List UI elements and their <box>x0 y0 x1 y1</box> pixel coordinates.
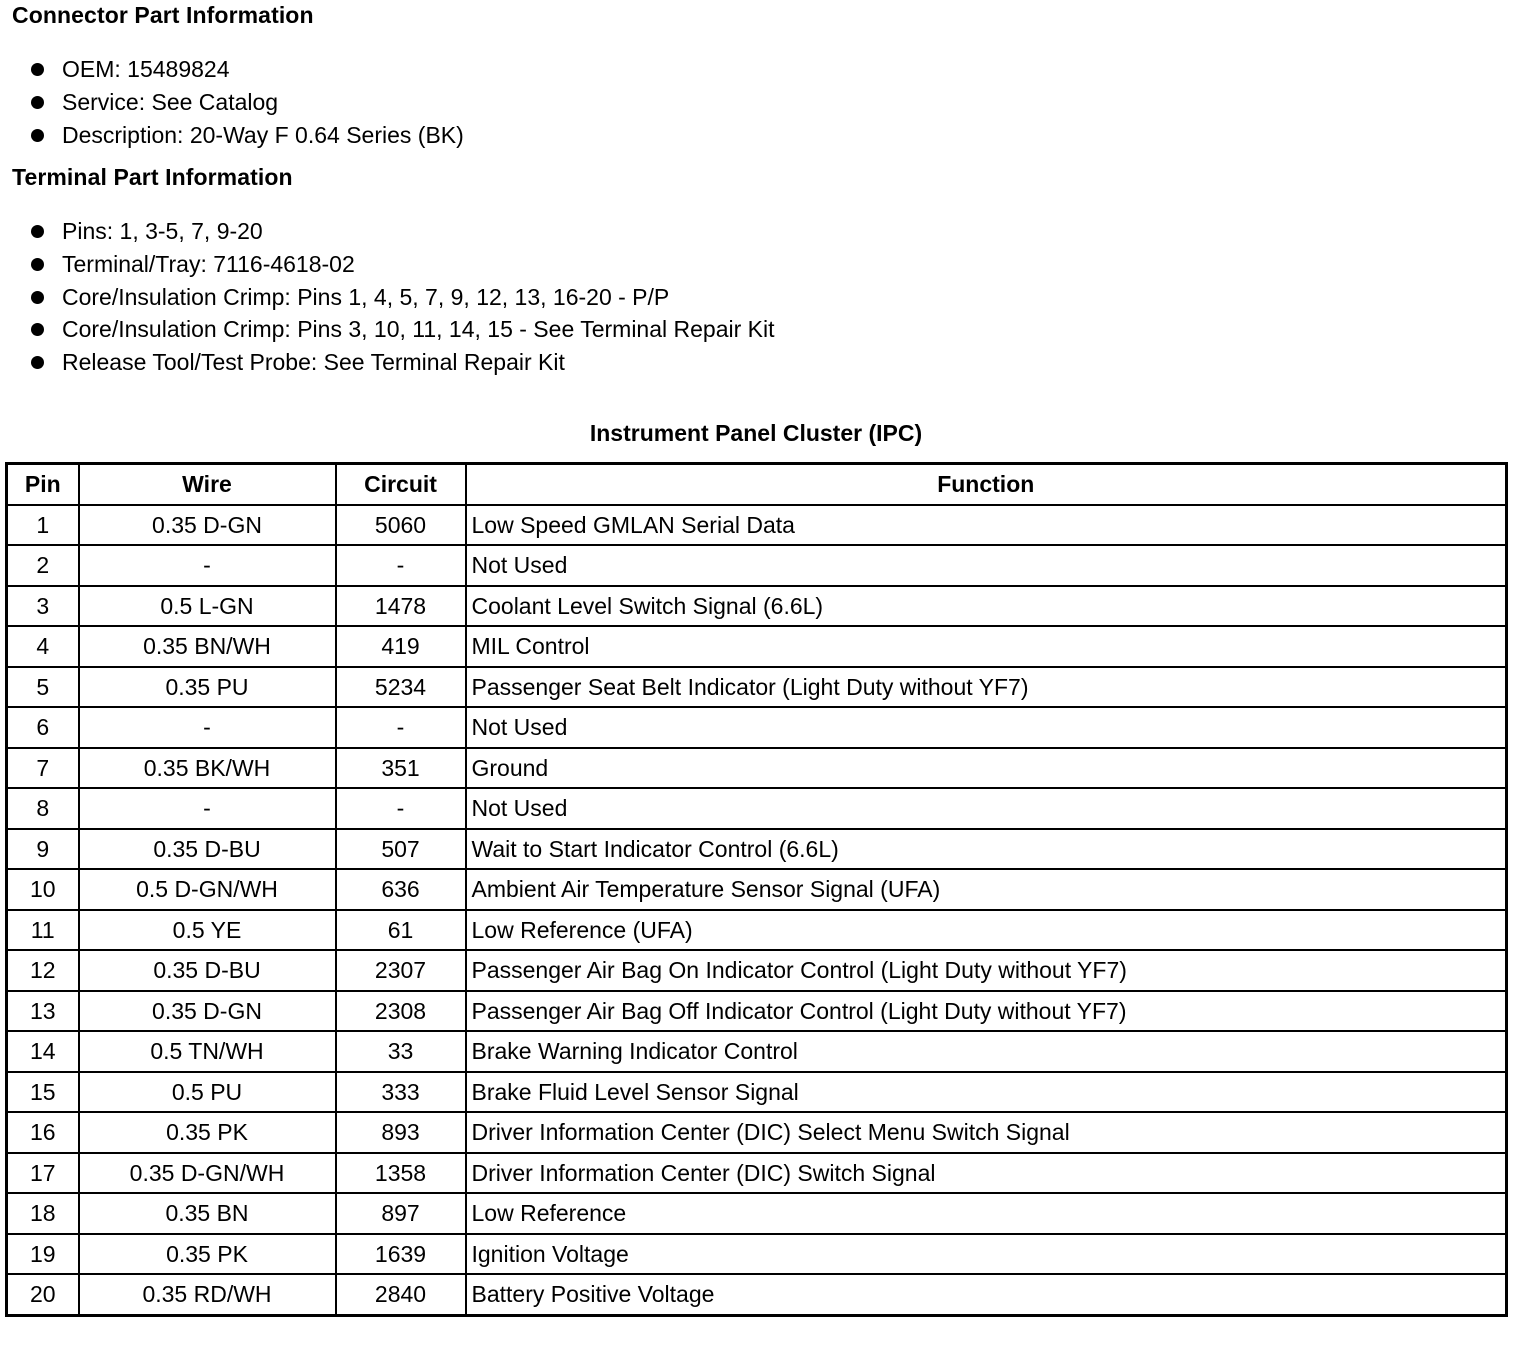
terminal-part-text: Release Tool/Test Probe: See Terminal Repair Kit <box>62 349 565 376</box>
cell-function: Brake Fluid Level Sensor Signal <box>466 1072 1507 1113</box>
cell-function: Driver Information Center (DIC) Switch Signal <box>466 1153 1507 1194</box>
cell-function: Low Reference (UFA) <box>466 910 1507 951</box>
cell-circuit: 333 <box>336 1072 466 1113</box>
table-row <box>7 1112 1507 1153</box>
table-row <box>7 545 1507 586</box>
cell-wire: 0.35 D-BU <box>79 829 336 870</box>
cell-wire: 0.5 L-GN <box>79 586 336 627</box>
cell-pin: 6 <box>7 707 79 748</box>
cell-circuit: 5234 <box>336 667 466 708</box>
cell-function: MIL Control <box>466 626 1507 667</box>
table-row <box>7 748 1507 789</box>
cell-circuit: 2307 <box>336 950 466 991</box>
cell-circuit: 351 <box>336 748 466 789</box>
table-row <box>7 707 1507 748</box>
connector-part-list <box>30 53 464 151</box>
cell-function: Not Used <box>466 788 1507 829</box>
connector-pinout-table <box>5 462 1508 1317</box>
cell-circuit: - <box>336 707 466 748</box>
column-header-circuit: Circuit <box>336 464 466 505</box>
cell-pin: 16 <box>7 1112 79 1153</box>
table-row <box>7 788 1507 829</box>
connector-part-item <box>30 119 464 152</box>
cell-wire: 0.35 BN/WH <box>79 626 336 667</box>
cell-circuit: 61 <box>336 910 466 951</box>
cell-pin: 20 <box>7 1274 79 1315</box>
cell-function: Driver Information Center (DIC) Select Menu Switch Signal <box>466 1112 1507 1153</box>
cell-pin: 9 <box>7 829 79 870</box>
table-row <box>7 829 1507 870</box>
column-header-function: Function <box>466 464 1507 505</box>
cell-function: Ambient Air Temperature Sensor Signal (UFA) <box>466 869 1507 910</box>
bullet-icon <box>31 356 44 369</box>
table-row <box>7 1031 1507 1072</box>
cell-wire: 0.5 D-GN/WH <box>79 869 336 910</box>
terminal-part-item <box>30 346 775 379</box>
cell-function: Ground <box>466 748 1507 789</box>
cell-circuit: 897 <box>336 1193 466 1234</box>
table-row <box>7 1072 1507 1113</box>
cell-circuit: 636 <box>336 869 466 910</box>
cell-wire: 0.35 PU <box>79 667 336 708</box>
bullet-icon <box>31 129 44 142</box>
cell-function: Coolant Level Switch Signal (6.6L) <box>466 586 1507 627</box>
cell-circuit: 2308 <box>336 991 466 1032</box>
cell-function: Passenger Air Bag Off Indicator Control (Light Duty without YF7) <box>466 991 1507 1032</box>
terminal-part-text: Core/Insulation Crimp: Pins 3, 10, 11, 14, 15 - See Terminal Repair Kit <box>62 316 775 343</box>
cell-wire: 0.5 TN/WH <box>79 1031 336 1072</box>
cell-function: Brake Warning Indicator Control <box>466 1031 1507 1072</box>
cell-wire: 0.35 D-GN <box>79 991 336 1032</box>
cell-pin: 2 <box>7 545 79 586</box>
cell-circuit: 1358 <box>336 1153 466 1194</box>
connector-part-text: Service: See Catalog <box>62 88 279 115</box>
table-row <box>7 950 1507 991</box>
connector-part-item <box>30 53 464 86</box>
cell-function: Low Reference <box>466 1193 1507 1234</box>
cell-circuit: 1639 <box>336 1234 466 1275</box>
terminal-part-heading: Terminal Part Information <box>12 164 293 190</box>
cell-wire: 0.35 BN <box>79 1193 336 1234</box>
cell-wire: 0.35 PK <box>79 1112 336 1153</box>
terminal-part-text: Pins: 1, 3-5, 7, 9-20 <box>62 218 263 244</box>
cell-pin: 12 <box>7 950 79 991</box>
cell-circuit: 1478 <box>336 586 466 627</box>
cell-circuit: 893 <box>336 1112 466 1153</box>
cell-function: Passenger Seat Belt Indicator (Light Duty without YF7) <box>466 667 1507 708</box>
cell-circuit: - <box>336 788 466 829</box>
terminal-part-item <box>30 281 775 314</box>
cell-pin: 3 <box>7 586 79 627</box>
cell-pin: 15 <box>7 1072 79 1113</box>
cell-wire: 0.35 PK <box>79 1234 336 1275</box>
table-title: Instrument Panel Cluster (IPC) <box>589 420 923 446</box>
table-row <box>7 1274 1507 1315</box>
bullet-icon <box>31 63 44 76</box>
cell-pin: 13 <box>7 991 79 1032</box>
cell-wire: 0.5 YE <box>79 910 336 951</box>
bullet-icon <box>31 225 44 238</box>
cell-pin: 4 <box>7 626 79 667</box>
cell-wire: 0.35 BK/WH <box>79 748 336 789</box>
cell-function: Ignition Voltage <box>466 1234 1507 1275</box>
terminal-part-text: Terminal/Tray: 7116-4618-02 <box>62 250 355 277</box>
table-row <box>7 586 1507 627</box>
cell-pin: 18 <box>7 1193 79 1234</box>
connector-part-heading: Connector Part Information <box>12 2 314 28</box>
cell-circuit: 507 <box>336 829 466 870</box>
cell-wire: 0.35 D-GN/WH <box>79 1153 336 1194</box>
cell-function: Low Speed GMLAN Serial Data <box>466 505 1507 546</box>
bullet-icon <box>31 96 44 109</box>
cell-pin: 7 <box>7 748 79 789</box>
bullet-icon <box>31 323 44 336</box>
bullet-icon <box>31 258 44 271</box>
terminal-part-item <box>30 313 775 346</box>
terminal-part-item <box>30 248 775 281</box>
column-header-pin: Pin <box>7 464 79 505</box>
column-header-wire: Wire <box>79 464 336 505</box>
cell-function: Battery Positive Voltage <box>466 1274 1507 1315</box>
cell-circuit: 2840 <box>336 1274 466 1315</box>
table-body <box>7 505 1507 1316</box>
connector-part-text: OEM: 15489824 <box>62 56 230 82</box>
cell-pin: 1 <box>7 505 79 546</box>
table-row <box>7 991 1507 1032</box>
table-header-row <box>7 464 1507 505</box>
table-row <box>7 869 1507 910</box>
cell-pin: 5 <box>7 667 79 708</box>
table-row <box>7 1193 1507 1234</box>
cell-wire: 0.35 D-GN <box>79 505 336 546</box>
cell-circuit: - <box>336 545 466 586</box>
cell-function: Not Used <box>466 545 1507 586</box>
table-row <box>7 1153 1507 1194</box>
cell-function: Wait to Start Indicator Control (6.6L) <box>466 829 1507 870</box>
cell-wire: - <box>79 788 336 829</box>
cell-pin: 19 <box>7 1234 79 1275</box>
cell-pin: 8 <box>7 788 79 829</box>
table-row <box>7 626 1507 667</box>
cell-circuit: 5060 <box>336 505 466 546</box>
table-row <box>7 505 1507 546</box>
cell-pin: 17 <box>7 1153 79 1194</box>
cell-circuit: 33 <box>336 1031 466 1072</box>
cell-pin: 10 <box>7 869 79 910</box>
cell-wire: - <box>79 707 336 748</box>
cell-wire: 0.5 PU <box>79 1072 336 1113</box>
cell-function: Passenger Air Bag On Indicator Control (Light Duty without YF7) <box>466 950 1507 991</box>
cell-circuit: 419 <box>336 626 466 667</box>
terminal-part-text: Core/Insulation Crimp: Pins 1, 4, 5, 7, 9, 12, 13, 16-20 - P/P <box>62 283 670 310</box>
table-row <box>7 667 1507 708</box>
connector-part-text: Description: 20-Way F 0.64 Series (BK) <box>62 121 464 148</box>
connector-part-item <box>30 86 464 119</box>
cell-pin: 14 <box>7 1031 79 1072</box>
table-row <box>7 910 1507 951</box>
cell-pin: 11 <box>7 910 79 951</box>
terminal-part-list <box>30 215 775 379</box>
terminal-part-item <box>30 215 775 248</box>
cell-wire: - <box>79 545 336 586</box>
bullet-icon <box>31 291 44 304</box>
cell-wire: 0.35 RD/WH <box>79 1274 336 1315</box>
cell-wire: 0.35 D-BU <box>79 950 336 991</box>
cell-function: Not Used <box>466 707 1507 748</box>
table-row <box>7 1234 1507 1275</box>
